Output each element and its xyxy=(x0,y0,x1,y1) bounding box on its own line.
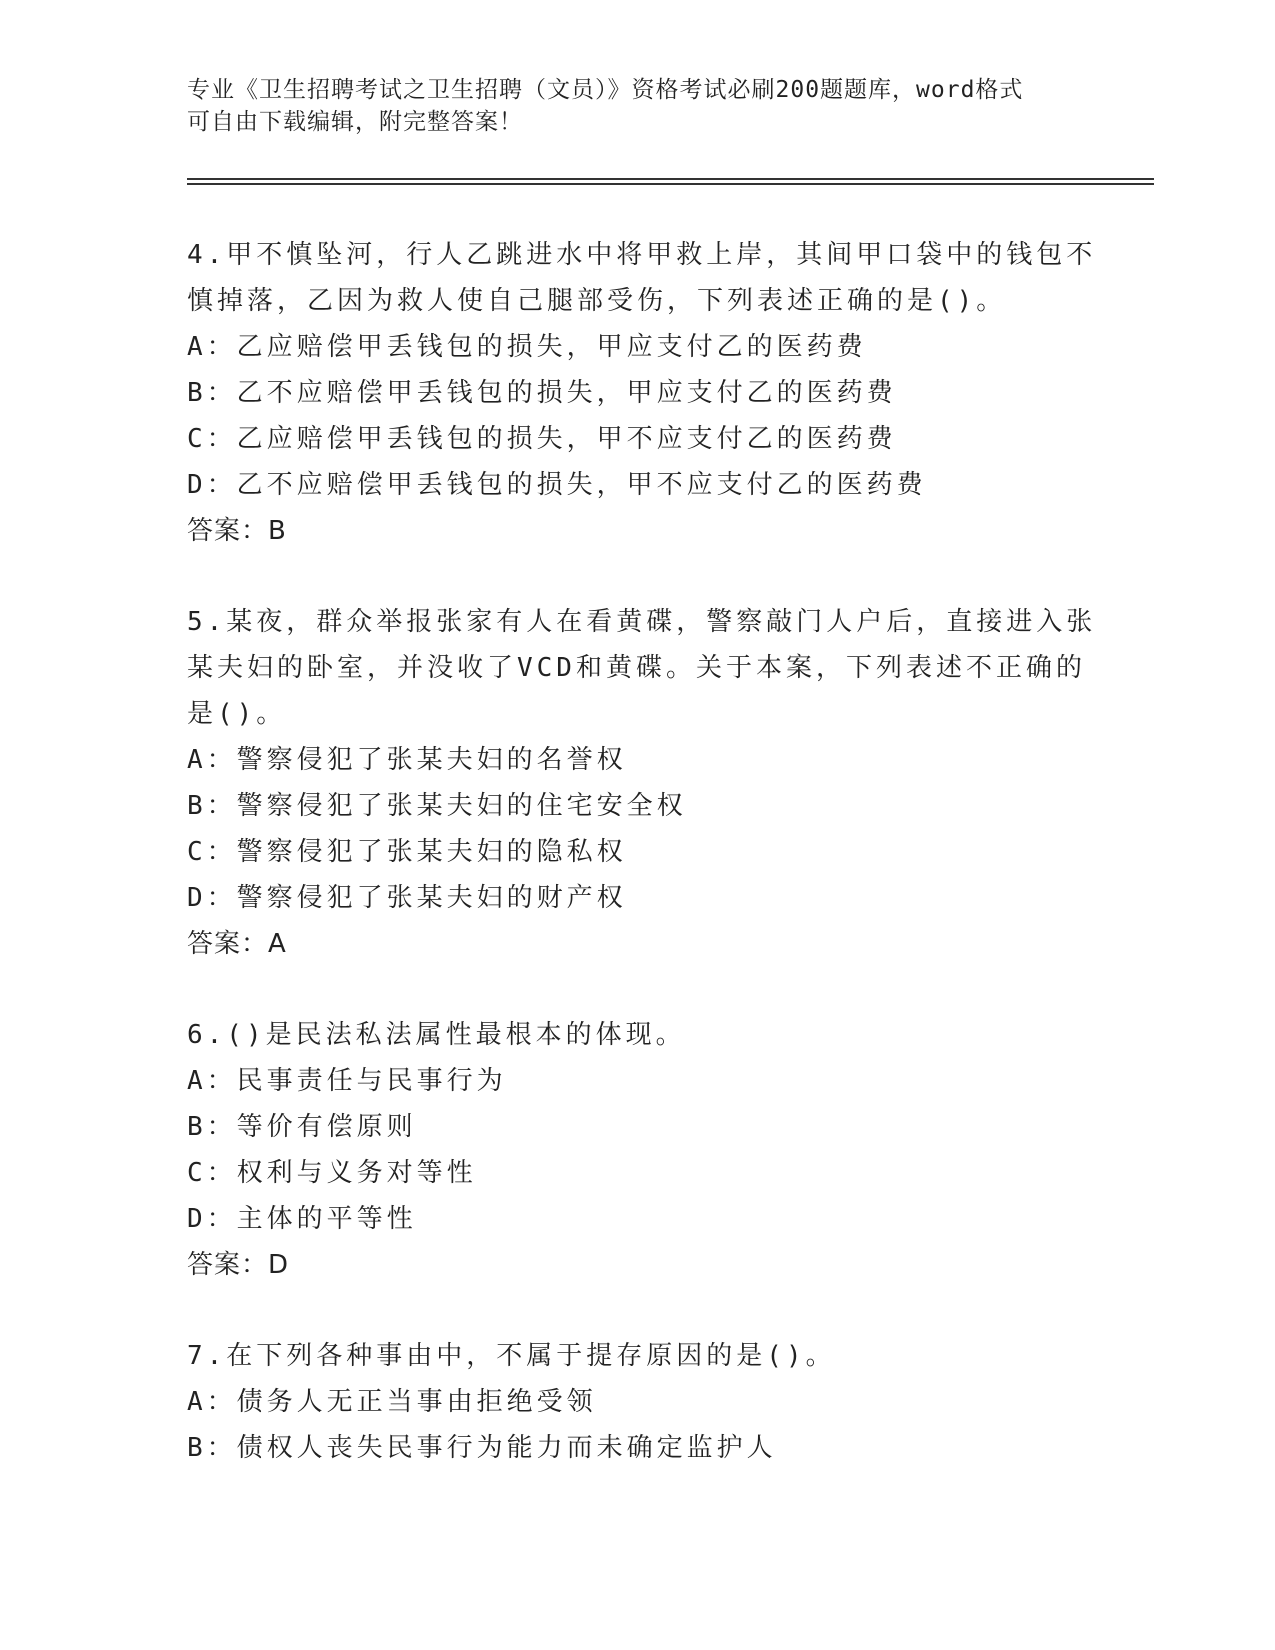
option-c: C：权利与义务对等性 xyxy=(187,1158,477,1188)
spacer xyxy=(187,554,1087,599)
question-text: 慎掉落，乙因为救人使自己腿部受伤，下列表述正确的是()。 xyxy=(187,286,1007,316)
option-c: C：警察侵犯了张某夫妇的隐私权 xyxy=(187,837,627,867)
option-b: B：等价有偿原则 xyxy=(187,1112,417,1142)
answer-line: 答案：D xyxy=(187,1250,290,1280)
question-text: 5.某夜，群众举报张家有人在看黄碟，警察敲门人户后，直接进入张 xyxy=(187,607,1097,637)
question-5 xyxy=(187,599,1097,967)
question-7 xyxy=(187,1333,1087,1471)
spacer xyxy=(187,1288,1087,1333)
option-a: A：债务人无正当事由拒绝受领 xyxy=(187,1387,597,1417)
document-header xyxy=(187,74,1067,138)
question-text: 是()。 xyxy=(187,699,287,729)
spacer xyxy=(187,967,1087,1012)
question-6 xyxy=(187,1012,1087,1288)
option-b: B：警察侵犯了张某夫妇的住宅安全权 xyxy=(187,791,687,821)
option-d: D：主体的平等性 xyxy=(187,1204,417,1234)
header-line-2: 可自由下载编辑，附完整答案！ xyxy=(187,109,523,135)
option-b: B：债权人丧失民事行为能力而未确定监护人 xyxy=(187,1433,777,1463)
question-text: 某夫妇的卧室，并没收了VCD和黄碟。关于本案，下列表述不正确的 xyxy=(187,653,1086,683)
answer-line: 答案：B xyxy=(187,516,287,546)
header-divider-bottom xyxy=(187,183,1154,185)
option-a: A：乙应赔偿甲丢钱包的损失，甲应支付乙的医药费 xyxy=(187,332,867,362)
question-list xyxy=(187,232,1097,1471)
option-c: C：乙应赔偿甲丢钱包的损失，甲不应支付乙的医药费 xyxy=(187,424,897,454)
header-divider-top xyxy=(187,178,1154,180)
option-d: D：乙不应赔偿甲丢钱包的损失，甲不应支付乙的医药费 xyxy=(187,470,927,500)
question-text: 7.在下列各种事由中，不属于提存原因的是()。 xyxy=(187,1341,836,1371)
question-4 xyxy=(187,232,1097,554)
answer-line: 答案：A xyxy=(187,929,287,959)
header-line-1: 专业《卫生招聘考试之卫生招聘（文员）》资格考试必刷200题题库，word格式 xyxy=(187,77,1024,103)
option-d: D：警察侵犯了张某夫妇的财产权 xyxy=(187,883,627,913)
question-text: 6.()是民法私法属性最根本的体现。 xyxy=(187,1020,686,1050)
option-b: B：乙不应赔偿甲丢钱包的损失，甲应支付乙的医药费 xyxy=(187,378,897,408)
option-a: A：警察侵犯了张某夫妇的名誉权 xyxy=(187,745,627,775)
option-a: A：民事责任与民事行为 xyxy=(187,1066,507,1096)
question-text: 4.甲不慎坠河，行人乙跳进水中将甲救上岸，其间甲口袋中的钱包不 xyxy=(187,240,1097,270)
